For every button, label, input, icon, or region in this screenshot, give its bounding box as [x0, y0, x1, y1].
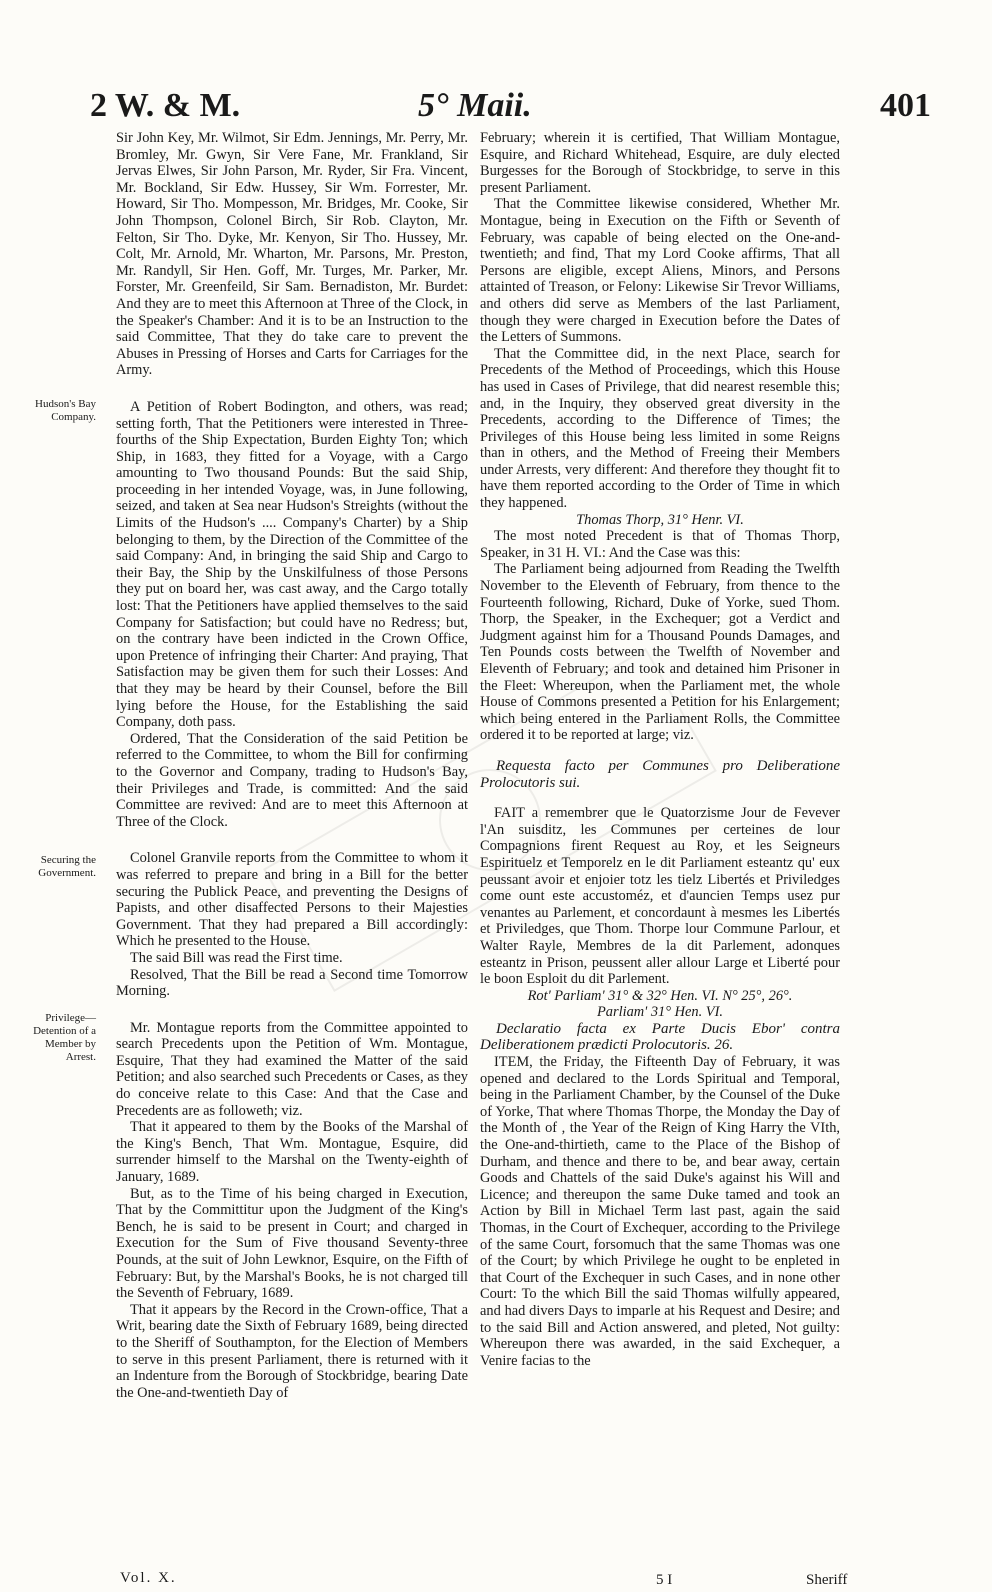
roll-reference: Parliam' 31° Hen. VI. — [597, 1004, 723, 1021]
paragraph: Colonel Granvile reports from the Committee to whom it was referred to prepare and bring in a Bill for the better securing the Publick Peace, and preventing the Designs of Papists, and other disaffected Persons to their Majesties Government. That they had prepared a Bill accordingly: Which he presented to the House. — [116, 850, 468, 950]
paragraph: Resolved, That the Bill be read a Second time Tomorrow Morning. — [116, 966, 468, 1000]
paragraph: That the Committee likewise considered, Whether Mr. Montague, being in Execution on the Fifth or Seventh of February, was capable of being elected on the One-and-twentieth; and find, That my Lord Cooke affirms, That all Persons are eligible, except Aliens, Minors, and Persons attainted of Treason, or Felony: Likewise Sir Trevor Williams, and others did serve as Members of the last Parliament, though they were charged in Execution before the Dates of the Letters of Summons. — [480, 196, 840, 346]
paragraph: Mr. Montague reports from the Committee appointed to search Precedents upon the Petition of Wm. Montague, Esquire, That they had examined the Matter of the said Petition; and also searched such Precedents or Cases, as they do conceive relate to this Case: And that the Case and Precedents are as followeth; viz. — [116, 1019, 468, 1119]
right-column — [480, 130, 840, 1369]
latin-heading: Declaratio facta ex Parte Ducis Ebor' contra Deliberationem prædicti Prolocutoris. 26. — [480, 1020, 840, 1054]
running-head-date: 5° Maii. — [418, 87, 532, 124]
margin-note-securing-government: Securing the Government. — [38, 854, 96, 879]
paragraph: That it appears by the Record in the Crown-office, That a Writ, bearing date the Sixth of February 1689, being directed to the Sheriff of Southampton, for the Election of Members to serve in this present Parliament, there is returned with it an Indenture from the Borough of Stockbridge, bearing Date the One-and-twentieth Day of — [116, 1301, 468, 1401]
paragraph-french: FAIT a remembrer que le Quatorzisme Jour de Fevever l'An suisditz, les Communes per certeines de lour Compagnions firent Request au Roy, et les Seigneurs Espirituelz et Temporelz en le dit Parliament esteantz qu' eux peussant avoir et enjoier totz les tielz Libertés et Priviledges come ount este accustoméz, et d'auncien Temps usez pur venantes au Parlement, et concordaunt à mesmes les Libertés et Priviledges, que Thom. Thorpe lour Commune Parlour, et Walter Rayle, Membres de la dit Parlement, adonques esteantz in Prison, peussent aller allour Large et Liberté pour le boon Esploit du dit Parlement. — [480, 805, 840, 988]
paragraph: That the Committee did, in the next Place, search for Precedents of the Method of Proceedings, which this House has used in Cases of Privilege, that did nearest resemble this; and, in the Inquiry, they observed great diversity in the Precedents, according to the Difference of Times; the Privileges of this House being less limited in some Reigns than in others, and the Method of Freeing their Members under Arrests, very different: And therefore they thought fit to have them reported according to the Order of Time in which they happened. — [480, 345, 840, 512]
paragraph: Sir John Key, Mr. Wilmot, Sir Edm. Jennings, Mr. Perry, Mr. Bromley, Mr. Gwyn, Sir Vere Fane, Mr. Frankland, Sir Jervas Elwes, Sir John Parson, Mr. Ryder, Sir Fra. Vincent, Mr. Bockland, Sir Edw. Hussey, Sir Wm. Forrester, Mr. Howard, Sir Tho. Mompesson, Mr. Bridges, Mr. Cooke, Sir John Thompson, Colonel Birch, Sir Rob. Clayton, Mr. Felton, Sir Tho. Dyke, Mr. Kenyon, Sir Tho. Hussey, Mr. Colt, Mr. Arnold, Mr. Wharton, Mr. Parsons, Mr. Preston, Mr. Randyll, Sir Hen. Goff, Mr. Turges, Mr. Parker, Mr. Forster, Mr. Greenfeild, Sir Sam. Bernadiston, Mr. Burdet: And they are to meet this Afternoon at Three of the Clock, in the Speaker's Chamber: And it is to be an Instruction to the said Committee, That they do take care to prevent the Abuses in Pressing of Horses and Carts for Carriages for the Army. — [116, 130, 468, 379]
paragraph: ITEM, the Friday, the Fifteenth Day of February, it was opened and declared to the Lords Spiritual and Temporal, being in the Parliament Chamber, by the Counsel of the Duke of Yorke, That where Thomas Thorpe, the Monday the Day of the Month of , the Year of the Reign of King Harry the VIth, the One-and-thirtieth, came to the Place of the Bishop of Durham, and thence and there to be, and bear away, certain Goods and Chattels of the said Duke's against his Will and Licence; and thereupon the same Duke tamed and took an Action by Bill in Michael Term last past, again the said Thomas, in the Court of Exchequer, according to the Privilege of the same Court, forsomuch that the same Thomas was one of the Court; by which Privilege he ought to be enpleted in that Court of the Exchequer in such Cases, and in none other Court: To the which Bill the said Thomas wilfully appeared, and had divers Days to imparle at his Request and Desire; and to the said Bill and Action answered, and pleted, Not guilty: Whereupon there was awarded, in the said Exchequer, a Venire facias to the — [480, 1054, 840, 1369]
catchword: Sheriff — [806, 1572, 848, 1588]
latin-heading: Requesta facto per Communes pro Deliberatione Prolocutoris sui. — [480, 757, 840, 791]
paragraph: That it appeared to them by the Books of the Marshal of the King's Bench, That Wm. Montague, Esquire, did surrender himself to the Marshal on the Twenty-eighth of January, 1689. — [116, 1119, 468, 1186]
page-number: 401 — [880, 87, 931, 124]
margin-note-hudsons-bay: Hudson's Bay Company. — [35, 398, 96, 423]
volume-number: Vol. X. — [120, 1570, 177, 1586]
left-column — [116, 130, 468, 1401]
paragraph: The most noted Precedent is that of Thomas Thorp, Speaker, in 31 H. VI.: And the Case was this: — [480, 528, 840, 561]
running-head-regnal-year: 2 W. & M. — [90, 87, 241, 124]
signature-mark: 5 I — [656, 1572, 673, 1588]
roll-reference: Rot' Parliam' 31° & 32° Hen. VI. N° 25°, 26°. — [527, 987, 793, 1004]
paragraph: Ordered, That the Consideration of the said Petition be referred to the Committee, to whom the Bill for confirming to the Governor and Company, trading to Hudson's Bay, their Privileges and Trade, is committed: And the said Committee are revived: And are to meet this Afternoon at Three of the Clock. — [116, 730, 468, 830]
paragraph: But, as to the Time of his being charged in Execution, That by the Committitur upon the Judgment of the King's Bench, he is said to be present in Court; and charged in Execution for the Sum of Five thousand Seventy-three Pounds, at the suit of John Lewknor, Esquire, on the Fifth of February: But, by the Marshal's Books, he is not charged till the Seventh of February, 1689. — [116, 1185, 468, 1302]
paragraph: The said Bill was read the First time. — [130, 949, 343, 966]
paragraph: The Parliament being adjourned from Reading the Twelfth November to the Eleventh of February, from thence to the Fourteenth following, Richard, Duke of Yorke, sued Thom. Thorp, the Speaker, in the Exchequer; got a Verdict and Judgment against him for a Thousand Pounds Damages, and Ten Pounds costs between the Twelfth of November and Eleventh of February; and took and detained him Prisoner in the Fleet: Whereupon, when the Parliament met, the whole House of Commons presented a Petition for his Enlargement; which being entered in the Parliament Rolls, the Committee ordered it to be reported at large; viz. — [480, 561, 840, 744]
paragraph: February; wherein it is certified, That William Montague, Esquire, and Richard Whitehead, Esquire, are duly elected Burgesses for the Borough of Stockbridge, to serve in this present Parliament. — [480, 130, 840, 196]
margin-note-privilege: Privilege—Detention of a Member by Arrest. — [33, 1012, 96, 1063]
precedent-heading: Thomas Thorp, 31° Henr. VI. — [576, 511, 744, 528]
paragraph: A Petition of Robert Bodington, and others, was read; setting forth, That the Petitioners were interested in Three-fourths of the Ship Expectation, Burden Eighty Ton; which Ship, in 1683, they fitted for a Voyage, with a Cargo amounting to Two thousand Pounds: But the said Ship, proceeding in her intended Voyage, was, in June following, seized, and taken at Sea near Hudson's Streights (without the Limits of the Hudson's .... Company's Charter) by a Ship belonging to them, by the Direction of the Committee of the said Company: And, in bringing the said Ship and Cargo to their Bay, the Ship by the Unskilfulness of those Persons they put on board her, was cast away, and the Cargo totally lost: That the Petitioners have applied themselves to the said Company for Satisfaction; but could have no Redress; but, on the contrary have been indicted in the Crown Office, upon Pretence of infringing their Charter: And praying, That Satisfaction may be given them for such their Losses: And that they may be heard by their Counsel, before the Bill lying before the House, for the Establishing the said Company, doth pass. — [116, 398, 468, 731]
